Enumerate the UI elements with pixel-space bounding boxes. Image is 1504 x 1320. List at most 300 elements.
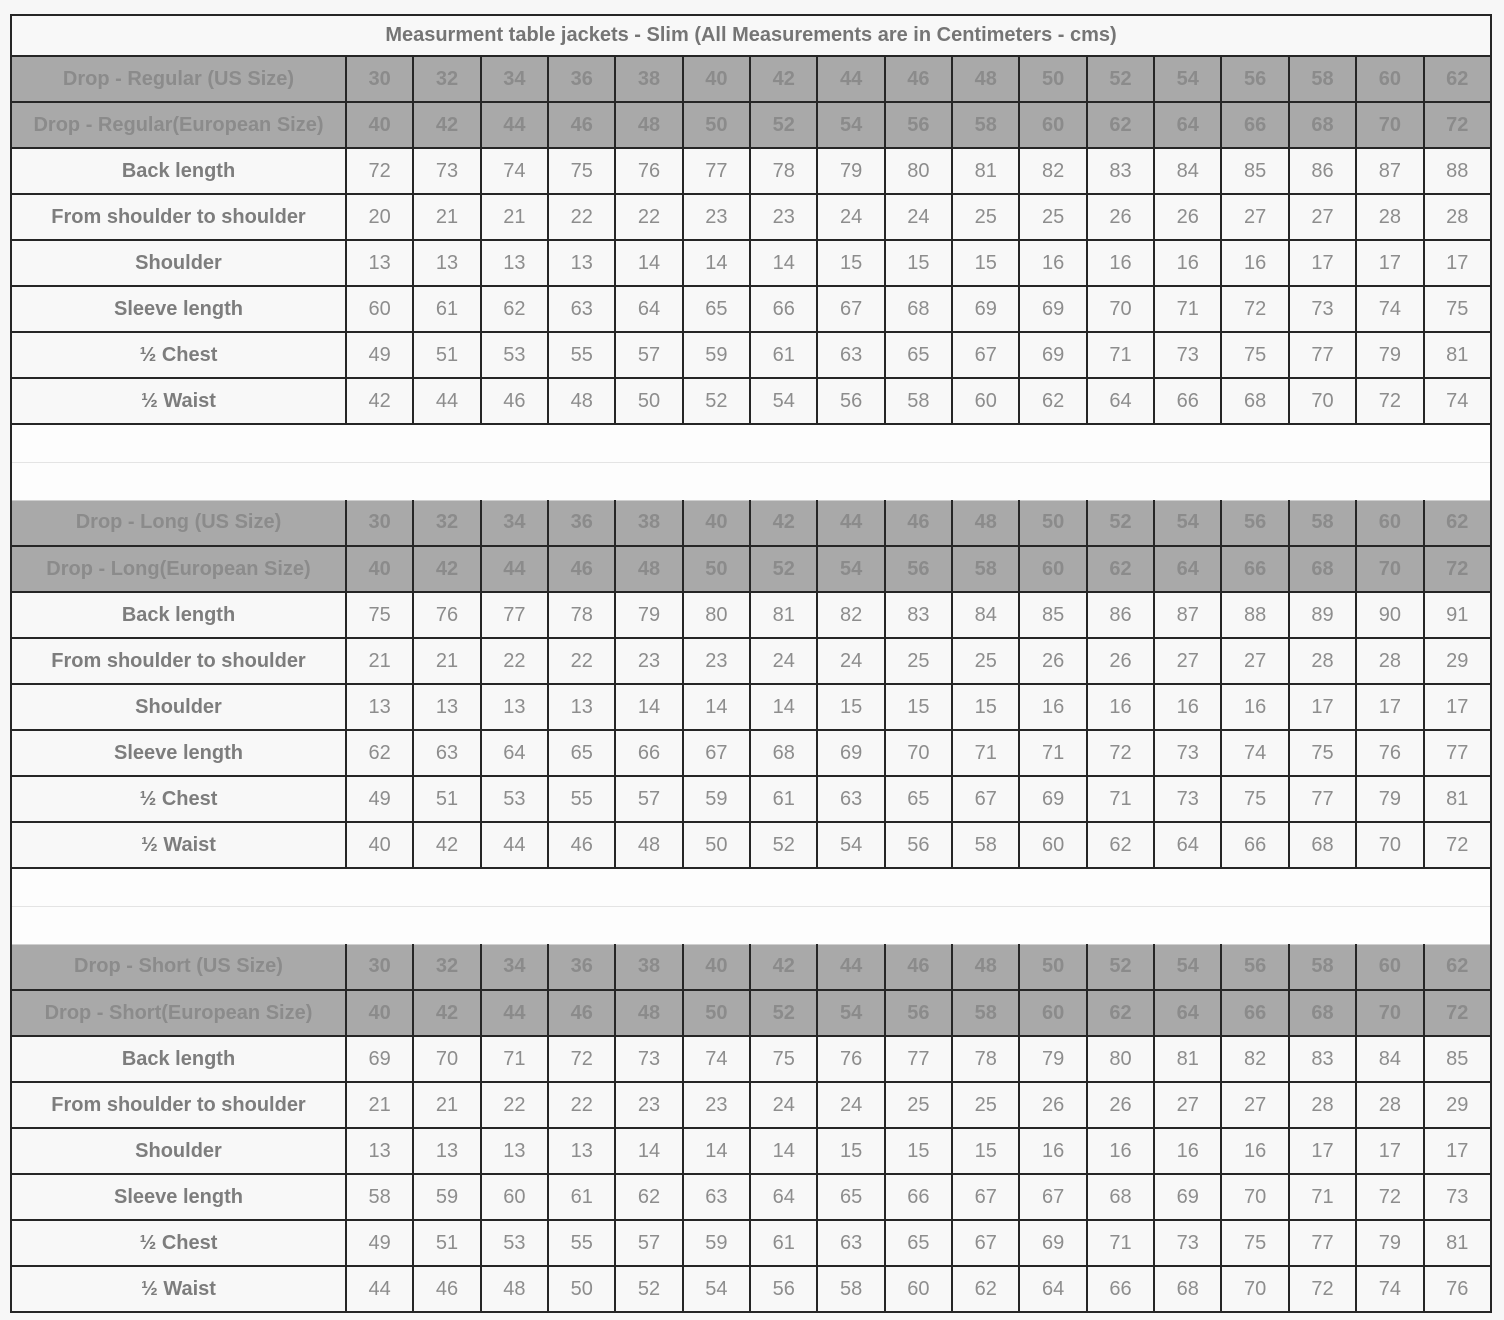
measurement-label: From shoulder to shoulder: [11, 638, 346, 684]
measurement-value: 60: [885, 1266, 952, 1312]
measurement-value: 17: [1356, 240, 1423, 286]
measurement-value: 64: [1019, 1266, 1086, 1312]
measurement-value: 46: [413, 1266, 480, 1312]
size-header-value: 54: [817, 546, 884, 592]
measurement-value: 16: [1019, 684, 1086, 730]
measurement-value: 48: [481, 1266, 548, 1312]
size-header-value: 40: [346, 102, 413, 148]
size-header-value: 70: [1356, 546, 1423, 592]
measurement-value: 81: [1424, 332, 1492, 378]
measurement-value: 79: [1356, 332, 1423, 378]
measurement-value: 15: [952, 240, 1019, 286]
measurement-value: 24: [885, 194, 952, 240]
measurement-value: 73: [1154, 730, 1221, 776]
measurement-value: 62: [346, 730, 413, 776]
measurement-value: 25: [885, 638, 952, 684]
measurement-value: 68: [750, 730, 817, 776]
size-header-value: 68: [1289, 546, 1356, 592]
size-header-value: 54: [1154, 944, 1221, 990]
size-header-value: 60: [1356, 56, 1423, 102]
size-header-value: 72: [1424, 102, 1492, 148]
measurement-value: 16: [1154, 684, 1221, 730]
measurement-value: 72: [1424, 822, 1492, 868]
measurement-label: Back length: [11, 1036, 346, 1082]
measurement-value: 13: [481, 684, 548, 730]
measurement-value: 14: [683, 684, 750, 730]
size-header-value: 30: [346, 56, 413, 102]
measurement-value: 71: [1087, 332, 1154, 378]
measurement-value: 27: [1221, 1082, 1288, 1128]
size-header-value: 36: [548, 500, 615, 546]
measurement-value: 13: [346, 684, 413, 730]
measurement-value: 65: [548, 730, 615, 776]
measurement-value: 13: [548, 1128, 615, 1174]
measurement-label: Back length: [11, 592, 346, 638]
measurement-value: 23: [615, 638, 682, 684]
measurement-value: 26: [1087, 194, 1154, 240]
measurement-value: 13: [548, 684, 615, 730]
size-header-value: 48: [615, 102, 682, 148]
measurement-value: 16: [1154, 1128, 1221, 1174]
measurement-value: 79: [1019, 1036, 1086, 1082]
measurement-value: 15: [952, 1128, 1019, 1174]
measurement-value: 66: [750, 286, 817, 332]
measurement-value: 52: [615, 1266, 682, 1312]
measurement-value: 58: [346, 1174, 413, 1220]
measurement-value: 79: [1356, 1220, 1423, 1266]
measurement-value: 55: [548, 1220, 615, 1266]
measurement-value: 17: [1356, 684, 1423, 730]
size-header-value: 60: [1019, 546, 1086, 592]
size-header-value: 52: [1087, 500, 1154, 546]
measurement-value: 52: [683, 378, 750, 424]
measurement-value: 79: [615, 592, 682, 638]
measurement-value: 23: [683, 1082, 750, 1128]
measurement-value: 81: [1424, 776, 1492, 822]
measurement-value: 14: [683, 240, 750, 286]
measurement-value: 75: [548, 148, 615, 194]
size-header-value: 58: [952, 990, 1019, 1036]
measurement-value: 16: [1154, 240, 1221, 286]
measurement-value: 83: [1087, 148, 1154, 194]
measurement-value: 59: [683, 1220, 750, 1266]
measurement-value: 22: [481, 1082, 548, 1128]
measurement-value: 16: [1087, 1128, 1154, 1174]
measurement-value: 29: [1424, 638, 1492, 684]
measurement-value: 63: [548, 286, 615, 332]
measurement-value: 84: [1154, 148, 1221, 194]
measurement-value: 79: [817, 148, 884, 194]
size-header-value: 48: [952, 500, 1019, 546]
size-header-value: 50: [683, 990, 750, 1036]
measurement-value: 15: [885, 684, 952, 730]
measurement-value: 24: [750, 1082, 817, 1128]
measurement-row: [11, 1220, 1491, 1266]
measurement-value: 16: [1087, 240, 1154, 286]
size-header-value: 54: [817, 990, 884, 1036]
measurement-value: 62: [952, 1266, 1019, 1312]
size-header-value: 46: [548, 546, 615, 592]
measurement-row: [11, 638, 1491, 684]
measurement-label: ½ Waist: [11, 1266, 346, 1312]
measurement-value: 27: [1289, 194, 1356, 240]
measurement-value: 76: [817, 1036, 884, 1082]
measurement-value: 28: [1356, 194, 1423, 240]
measurement-value: 75: [1424, 286, 1492, 332]
size-header-value: 40: [683, 500, 750, 546]
measurement-value: 52: [750, 822, 817, 868]
measurement-value: 23: [683, 638, 750, 684]
measurement-value: 13: [413, 1128, 480, 1174]
section-gap-row: [11, 462, 1491, 500]
measurement-label: Shoulder: [11, 684, 346, 730]
size-header-value: 32: [413, 56, 480, 102]
measurement-value: 57: [615, 332, 682, 378]
size-header-value: 62: [1424, 500, 1492, 546]
measurement-value: 72: [548, 1036, 615, 1082]
measurement-value: 63: [817, 776, 884, 822]
size-header-value: 70: [1356, 102, 1423, 148]
measurement-label: ½ Chest: [11, 332, 346, 378]
measurement-value: 72: [1221, 286, 1288, 332]
size-header-value: 66: [1221, 102, 1288, 148]
size-header-value: 58: [1289, 944, 1356, 990]
measurement-value: 56: [817, 378, 884, 424]
measurement-value: 49: [346, 332, 413, 378]
measurement-value: 51: [413, 776, 480, 822]
measurement-value: 15: [817, 684, 884, 730]
measurement-value: 17: [1424, 240, 1492, 286]
measurement-value: 44: [413, 378, 480, 424]
size-header-value: 72: [1424, 546, 1492, 592]
measurement-value: 75: [1221, 1220, 1288, 1266]
measurement-row: [11, 1082, 1491, 1128]
measurement-value: 23: [615, 1082, 682, 1128]
measurement-value: 27: [1154, 638, 1221, 684]
measurement-value: 69: [952, 286, 1019, 332]
measurement-value: 75: [1221, 332, 1288, 378]
measurement-value: 75: [1221, 776, 1288, 822]
measurement-value: 81: [1154, 1036, 1221, 1082]
measurement-value: 77: [683, 148, 750, 194]
measurement-value: 60: [346, 286, 413, 332]
measurement-value: 84: [1356, 1036, 1423, 1082]
size-header-value: 40: [346, 990, 413, 1036]
size-header-value: 58: [1289, 500, 1356, 546]
measurement-value: 78: [750, 148, 817, 194]
measurement-value: 51: [413, 1220, 480, 1266]
measurement-value: 71: [1154, 286, 1221, 332]
measurement-value: 61: [750, 776, 817, 822]
measurement-value: 16: [1019, 240, 1086, 286]
measurement-value: 14: [615, 1128, 682, 1174]
measurement-value: 51: [413, 332, 480, 378]
measurement-value: 73: [413, 148, 480, 194]
measurement-value: 74: [1356, 1266, 1423, 1312]
size-header-value: 54: [1154, 56, 1221, 102]
size-header-value: 56: [885, 102, 952, 148]
size-header-label: Drop - Long (US Size): [11, 500, 346, 546]
measurement-value: 67: [683, 730, 750, 776]
measurement-row: [11, 776, 1491, 822]
measurement-value: 65: [683, 286, 750, 332]
measurement-value: 44: [481, 822, 548, 868]
measurement-value: 72: [346, 148, 413, 194]
size-header-row: [11, 56, 1491, 102]
size-header-value: 46: [885, 56, 952, 102]
measurement-value: 66: [1087, 1266, 1154, 1312]
size-header-value: 60: [1019, 102, 1086, 148]
measurement-value: 14: [615, 240, 682, 286]
measurement-value: 58: [952, 822, 1019, 868]
size-header-value: 56: [1221, 944, 1288, 990]
measurement-value: 54: [817, 822, 884, 868]
measurement-value: 81: [1424, 1220, 1492, 1266]
measurement-value: 80: [1087, 1036, 1154, 1082]
size-header-value: 50: [683, 102, 750, 148]
measurement-value: 24: [817, 1082, 884, 1128]
measurement-value: 22: [548, 638, 615, 684]
measurement-value: 28: [1289, 1082, 1356, 1128]
size-header-value: 58: [952, 546, 1019, 592]
measurement-value: 69: [1019, 776, 1086, 822]
measurement-value: 73: [1154, 332, 1221, 378]
measurement-value: 57: [615, 1220, 682, 1266]
size-header-value: 62: [1087, 102, 1154, 148]
measurement-value: 81: [952, 148, 1019, 194]
size-header-value: 32: [413, 500, 480, 546]
measurement-value: 77: [1289, 1220, 1356, 1266]
section-gap-cell: [11, 868, 1491, 906]
measurement-value: 27: [1154, 1082, 1221, 1128]
measurement-value: 60: [1019, 822, 1086, 868]
size-header-value: 68: [1289, 990, 1356, 1036]
measurement-value: 82: [817, 592, 884, 638]
measurement-value: 17: [1424, 1128, 1492, 1174]
measurement-value: 70: [1356, 822, 1423, 868]
size-header-value: 66: [1221, 990, 1288, 1036]
measurement-value: 59: [683, 332, 750, 378]
measurement-value: 74: [683, 1036, 750, 1082]
measurement-value: 24: [750, 638, 817, 684]
measurement-value: 62: [1087, 822, 1154, 868]
size-header-value: 46: [885, 944, 952, 990]
measurement-value: 82: [1019, 148, 1086, 194]
size-header-value: 44: [481, 990, 548, 1036]
measurement-label: Sleeve length: [11, 730, 346, 776]
measurement-value: 90: [1356, 592, 1423, 638]
measurement-value: 67: [952, 1220, 1019, 1266]
measurement-value: 66: [885, 1174, 952, 1220]
measurement-table: [10, 14, 1492, 1313]
measurement-label: Sleeve length: [11, 1174, 346, 1220]
measurement-value: 61: [548, 1174, 615, 1220]
measurement-value: 71: [1087, 776, 1154, 822]
measurement-value: 21: [346, 1082, 413, 1128]
size-header-value: 40: [346, 546, 413, 592]
size-header-label: Drop - Short (US Size): [11, 944, 346, 990]
measurement-value: 70: [1289, 378, 1356, 424]
measurement-value: 85: [1019, 592, 1086, 638]
measurement-row: [11, 822, 1491, 868]
measurement-value: 64: [1087, 378, 1154, 424]
size-header-value: 62: [1424, 56, 1492, 102]
measurement-value: 71: [481, 1036, 548, 1082]
measurement-value: 77: [481, 592, 548, 638]
size-header-row: [11, 944, 1491, 990]
size-header-value: 68: [1289, 102, 1356, 148]
measurement-value: 63: [683, 1174, 750, 1220]
measurement-value: 26: [1087, 638, 1154, 684]
size-header-row: [11, 500, 1491, 546]
measurement-value: 22: [548, 1082, 615, 1128]
measurement-value: 14: [683, 1128, 750, 1174]
measurement-value: 75: [346, 592, 413, 638]
size-header-value: 52: [1087, 56, 1154, 102]
size-header-value: 36: [548, 56, 615, 102]
size-header-value: 40: [683, 944, 750, 990]
measurement-value: 85: [1424, 1036, 1492, 1082]
measurement-value: 26: [1019, 638, 1086, 684]
size-header-value: 64: [1154, 990, 1221, 1036]
measurement-value: 67: [952, 1174, 1019, 1220]
measurement-value: 53: [481, 1220, 548, 1266]
measurement-value: 20: [346, 194, 413, 240]
measurement-value: 46: [548, 822, 615, 868]
size-header-value: 60: [1356, 944, 1423, 990]
measurement-value: 68: [1221, 378, 1288, 424]
measurement-value: 40: [346, 822, 413, 868]
measurement-value: 25: [1019, 194, 1086, 240]
measurement-value: 13: [413, 240, 480, 286]
measurement-value: 14: [750, 684, 817, 730]
measurement-value: 75: [1289, 730, 1356, 776]
measurement-value: 15: [817, 240, 884, 286]
measurement-row: [11, 730, 1491, 776]
measurement-value: 44: [346, 1266, 413, 1312]
measurement-value: 67: [817, 286, 884, 332]
measurement-value: 28: [1356, 1082, 1423, 1128]
measurement-value: 16: [1019, 1128, 1086, 1174]
measurement-value: 65: [885, 776, 952, 822]
measurement-value: 62: [1019, 378, 1086, 424]
measurement-value: 70: [1087, 286, 1154, 332]
size-header-value: 50: [1019, 944, 1086, 990]
measurement-value: 16: [1221, 684, 1288, 730]
measurement-value: 62: [481, 286, 548, 332]
measurement-value: 72: [1356, 1174, 1423, 1220]
measurement-label: Sleeve length: [11, 286, 346, 332]
section-gap-cell: [11, 424, 1491, 462]
measurement-value: 16: [1221, 1128, 1288, 1174]
section-gap-cell: [11, 906, 1491, 944]
measurement-value: 28: [1424, 194, 1492, 240]
measurement-label: ½ Waist: [11, 822, 346, 868]
measurement-value: 69: [1019, 286, 1086, 332]
measurement-value: 70: [1221, 1266, 1288, 1312]
size-header-value: 38: [615, 500, 682, 546]
size-header-value: 50: [683, 546, 750, 592]
measurement-value: 55: [548, 776, 615, 822]
table-title-row: [11, 15, 1491, 56]
size-header-value: 66: [1221, 546, 1288, 592]
size-header-value: 30: [346, 944, 413, 990]
size-header-value: 32: [413, 944, 480, 990]
size-header-value: 48: [615, 990, 682, 1036]
measurement-value: 23: [750, 194, 817, 240]
measurement-value: 25: [952, 1082, 1019, 1128]
measurement-value: 73: [615, 1036, 682, 1082]
measurement-value: 50: [548, 1266, 615, 1312]
size-header-value: 46: [548, 990, 615, 1036]
measurement-value: 21: [346, 638, 413, 684]
size-header-value: 34: [481, 500, 548, 546]
measurement-row: [11, 1266, 1491, 1312]
measurement-value: 15: [817, 1128, 884, 1174]
measurement-value: 49: [346, 776, 413, 822]
size-header-value: 44: [817, 500, 884, 546]
measurement-value: 77: [1289, 332, 1356, 378]
size-header-value: 48: [952, 56, 1019, 102]
size-header-row: [11, 990, 1491, 1036]
size-header-value: 58: [1289, 56, 1356, 102]
measurement-value: 23: [683, 194, 750, 240]
measurement-value: 68: [885, 286, 952, 332]
measurement-value: 24: [817, 194, 884, 240]
measurement-value: 55: [548, 332, 615, 378]
section-gap-row: [11, 868, 1491, 906]
measurement-value: 13: [481, 1128, 548, 1174]
size-header-value: 44: [481, 546, 548, 592]
measurement-value: 73: [1289, 286, 1356, 332]
measurement-value: 65: [817, 1174, 884, 1220]
size-header-value: 64: [1154, 546, 1221, 592]
size-header-value: 38: [615, 56, 682, 102]
size-header-row: [11, 546, 1491, 592]
measurement-value: 73: [1424, 1174, 1492, 1220]
measurement-value: 28: [1289, 638, 1356, 684]
measurement-value: 74: [1221, 730, 1288, 776]
measurement-value: 64: [1154, 822, 1221, 868]
measurement-value: 67: [952, 332, 1019, 378]
measurement-value: 21: [481, 194, 548, 240]
measurement-label: Back length: [11, 148, 346, 194]
measurement-value: 15: [952, 684, 1019, 730]
size-header-value: 70: [1356, 990, 1423, 1036]
measurement-value: 26: [1087, 1082, 1154, 1128]
measurement-value: 50: [615, 378, 682, 424]
measurement-value: 78: [548, 592, 615, 638]
section-gap-row: [11, 906, 1491, 944]
size-header-value: 34: [481, 944, 548, 990]
size-header-value: 64: [1154, 102, 1221, 148]
measurement-value: 69: [1019, 1220, 1086, 1266]
size-header-value: 56: [885, 990, 952, 1036]
size-header-value: 52: [750, 546, 817, 592]
measurement-value: 56: [885, 822, 952, 868]
measurement-value: 16: [1087, 684, 1154, 730]
measurement-value: 49: [346, 1220, 413, 1266]
measurement-value: 13: [346, 1128, 413, 1174]
measurement-value: 58: [817, 1266, 884, 1312]
section-gap-row: [11, 424, 1491, 462]
size-header-label: Drop - Regular(European Size): [11, 102, 346, 148]
measurement-value: 16: [1221, 240, 1288, 286]
measurement-value: 53: [481, 332, 548, 378]
measurement-row: [11, 240, 1491, 286]
measurement-value: 74: [481, 148, 548, 194]
measurement-value: 76: [1356, 730, 1423, 776]
